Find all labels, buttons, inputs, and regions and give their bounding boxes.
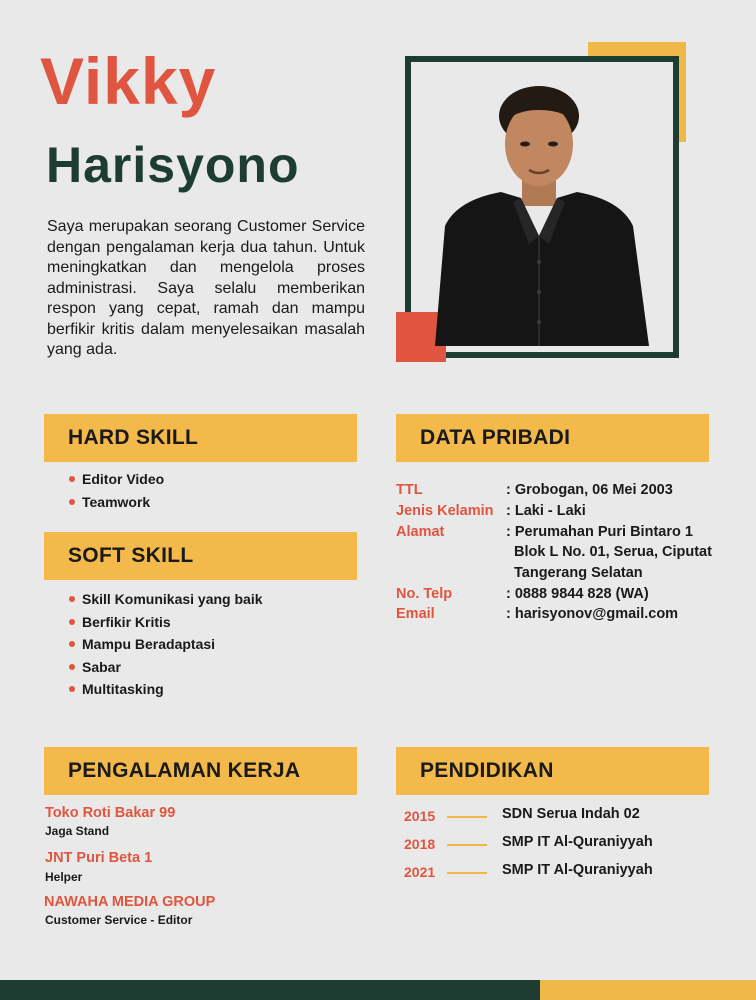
edu-year: 2015 xyxy=(404,808,436,824)
list-item xyxy=(44,656,357,679)
bullet-dot xyxy=(69,686,75,692)
edu-school: SDN Serua Indah 02 xyxy=(502,806,640,822)
job-role: Jaga Stand xyxy=(45,824,110,838)
profile-photo xyxy=(417,66,661,346)
list-item xyxy=(44,588,357,611)
info-value: Blok L No. 01, Serua, Ciputat xyxy=(514,544,712,560)
last-name: Harisyono xyxy=(46,137,300,193)
info-label: Alamat xyxy=(396,524,445,540)
soft-skill-label: Multitasking xyxy=(82,681,164,697)
soft-skill-label: Mampu Beradaptasi xyxy=(82,636,216,652)
info-label: Jenis Kelamin xyxy=(396,503,494,519)
bullet-dot xyxy=(69,499,75,505)
soft-skill-label: Skill Komunikasi yang baik xyxy=(82,591,263,607)
info-value: : Perumahan Puri Bintaro 1 xyxy=(506,524,693,540)
info-label: TTL xyxy=(396,482,423,498)
job-company: NAWAHA MEDIA GROUP xyxy=(44,894,216,910)
edu-divider xyxy=(447,872,487,874)
bullet-dot xyxy=(69,664,75,670)
edu-year: 2018 xyxy=(404,836,436,852)
info-value: : 0888 9844 828 (WA) xyxy=(506,586,649,602)
profile-summary: Saya merupakan seorang Customer Service dengan pengalaman kerja dua tahun. Untuk meningkatkan dan mengelola proses administrasi. Saya selalu memberikan respon yang cepat, ramah dan mampu berfikir kritis dalam menyelesaikan masalah yang ada. xyxy=(47,218,365,358)
job-role: Helper xyxy=(45,870,83,884)
soft-skill-list xyxy=(44,588,357,701)
edu-school: SMP IT Al-Quraniyyah xyxy=(502,862,653,878)
hard-skill-header: HARD SKILL xyxy=(44,414,357,462)
job-role: Customer Service - Editor xyxy=(45,913,193,927)
hard-skill-list xyxy=(44,468,357,513)
bullet-dot xyxy=(69,596,75,602)
list-item xyxy=(44,468,357,491)
list-item xyxy=(44,678,357,701)
pendidikan-header: PENDIDIKAN xyxy=(396,747,709,795)
hard-skill-label: Teamwork xyxy=(82,493,151,510)
edu-school: SMP IT Al-Quraniyyah xyxy=(502,834,653,850)
edu-divider xyxy=(447,844,487,846)
list-item xyxy=(44,611,357,634)
bullet-dot xyxy=(69,619,75,625)
info-value: : Grobogan, 06 Mei 2003 xyxy=(506,482,673,498)
first-name: Vikky xyxy=(40,44,217,118)
list-item xyxy=(44,491,357,514)
info-value: : Laki - Laki xyxy=(506,503,586,519)
edu-year: 2021 xyxy=(404,864,436,880)
soft-skill-label: Berfikir Kritis xyxy=(82,613,171,630)
soft-skill-label: Sabar xyxy=(82,658,121,675)
job-company: JNT Puri Beta 1 xyxy=(45,850,153,866)
edu-divider xyxy=(447,816,487,818)
list-item xyxy=(44,633,357,656)
soft-skill-header: SOFT SKILL xyxy=(44,532,357,580)
pengalaman-header: PENGALAMAN KERJA xyxy=(44,747,357,795)
info-label: Email xyxy=(396,606,435,622)
job-company: Toko Roti Bakar 99 xyxy=(45,805,176,821)
bullet-dot xyxy=(69,476,75,482)
info-value: Tangerang Selatan xyxy=(514,565,643,581)
footer-bar-yellow xyxy=(540,980,756,1000)
hard-skill-label: Editor Video xyxy=(82,471,165,487)
info-value: : harisyonov@gmail.com xyxy=(506,606,679,622)
info-label: No. Telp xyxy=(396,586,453,602)
bullet-dot xyxy=(69,641,75,647)
data-pribadi-header: DATA PRIBADI xyxy=(396,414,709,462)
footer-bar-green xyxy=(0,980,540,1000)
